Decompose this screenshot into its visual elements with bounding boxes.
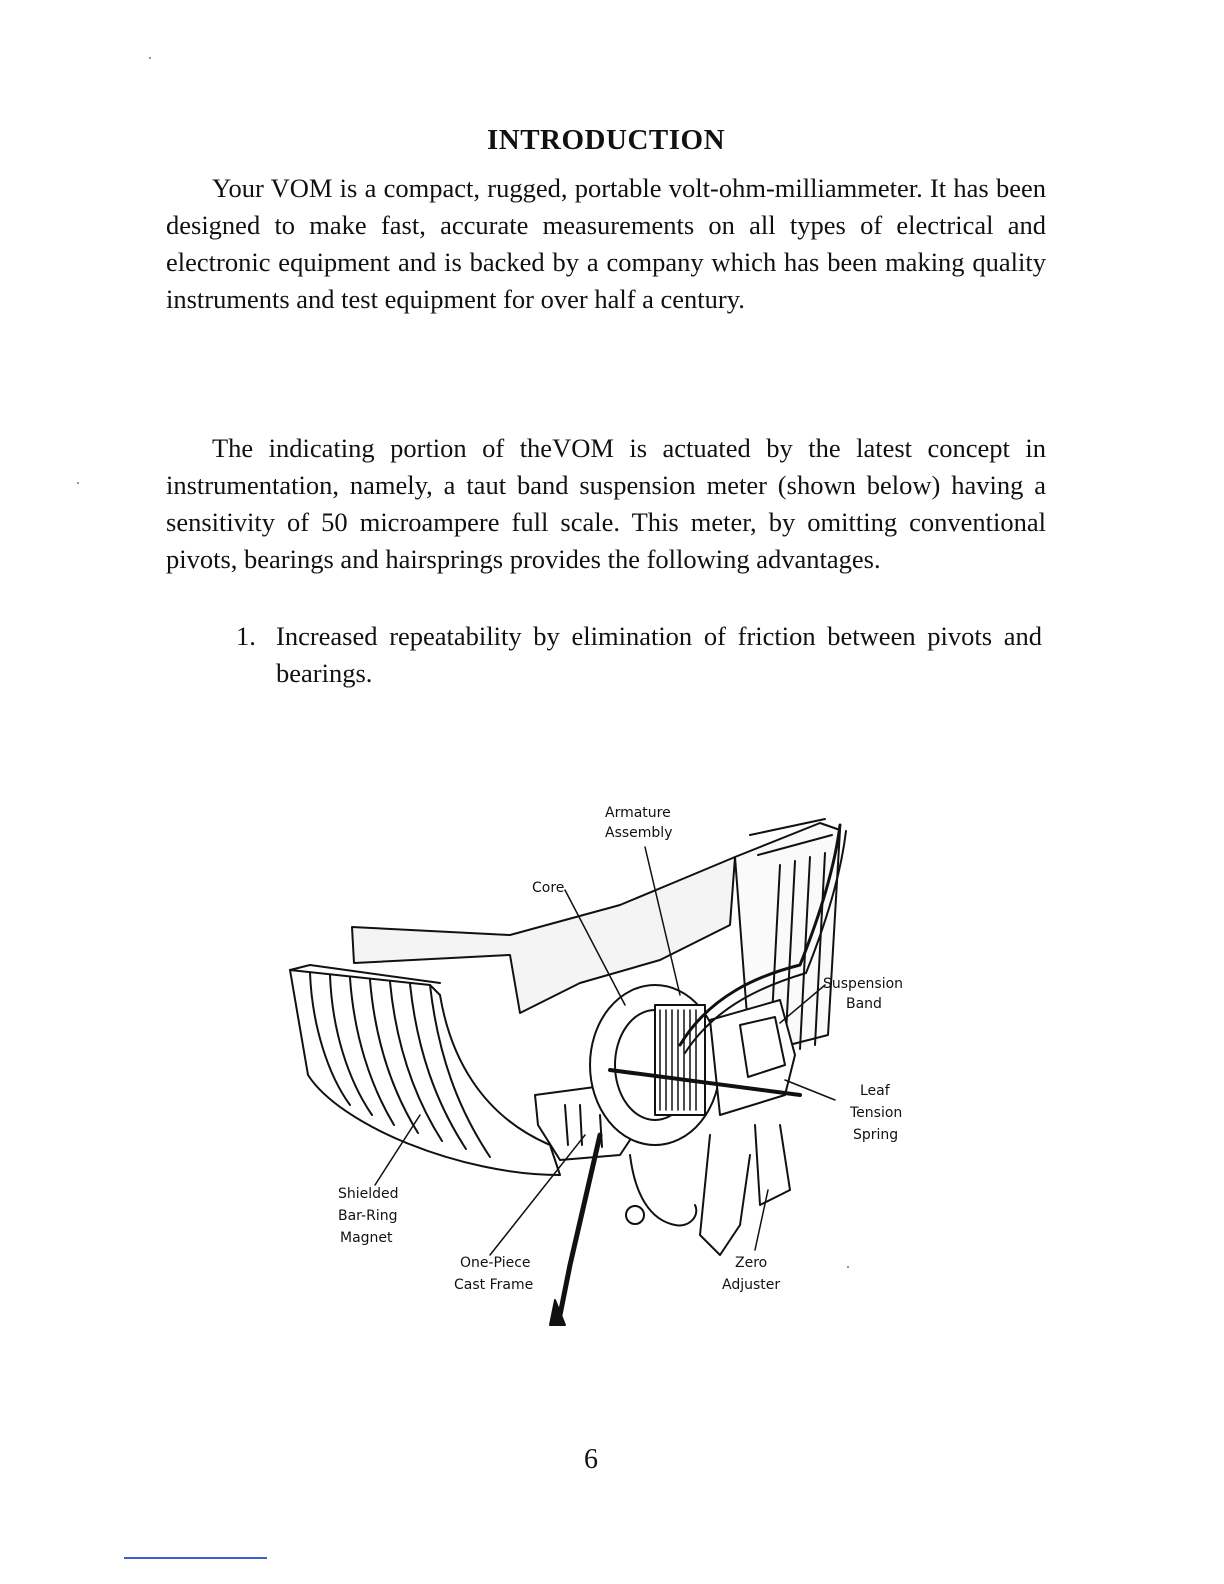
intro-paragraph-1: Your VOM is a compact, rugged, portable volt-ohm-milliammeter. It has been designed to make fast, accurate measurements on all types of electrical and electronic equipment and is backed by a company which has been making quality instruments and test equipment for over half a century. [166, 173, 1046, 314]
suspension-housing [710, 1000, 795, 1115]
leader-leaf [785, 1080, 835, 1100]
leader-zero [755, 1190, 768, 1250]
taut-band-meter-diagram [280, 795, 930, 1345]
label-frame-line2: Cast Frame [454, 1277, 534, 1293]
footer-rule [124, 1557, 267, 1559]
label-zero-line1: Zero [735, 1255, 768, 1271]
scan-speck [847, 1266, 849, 1268]
label-suspension-line2: Band [846, 996, 882, 1012]
list-item-text: Increased repeatability by elimination of friction between pivots and bearings. [276, 621, 1042, 688]
probe-lead [560, 1135, 600, 1315]
page-number: 6 [584, 1444, 598, 1475]
label-leaf-line1: Leaf [860, 1083, 890, 1099]
label-leaf-line3: Spring [853, 1127, 899, 1143]
scan-speck [77, 482, 79, 484]
meter-illustration [280, 795, 930, 1345]
label-armature-line2: Assembly [605, 825, 673, 841]
intro-paragraph-2: The indicating portion of theVOM is actuated by the latest concept in instrumentation, namely, a taut band suspension meter (shown below) having a sensitivity of 50 microampere full scale. This meter, by omitting conventional pivots, bearings and hairsprings provides the following advantages. [166, 433, 1046, 574]
list-item-number: 1. [236, 621, 256, 651]
label-armature-line1: Armature [605, 805, 671, 821]
label-magnet-line1: Shielded [338, 1186, 399, 1202]
label-frame-line1: One-Piece [460, 1255, 531, 1271]
label-magnet-line2: Bar-Ring [338, 1208, 398, 1224]
label-zero-line2: Adjuster [722, 1277, 781, 1293]
label-leaf-line2: Tension [850, 1105, 903, 1121]
zero-adjuster [700, 1135, 750, 1255]
advantage-list-item [236, 618, 1042, 692]
label-magnet-line3: Magnet [340, 1230, 393, 1246]
scan-speck [149, 57, 151, 59]
label-core: Core [532, 880, 565, 896]
section-heading: INTRODUCTION [486, 124, 726, 156]
label-suspension-line1: Suspension [823, 976, 904, 992]
